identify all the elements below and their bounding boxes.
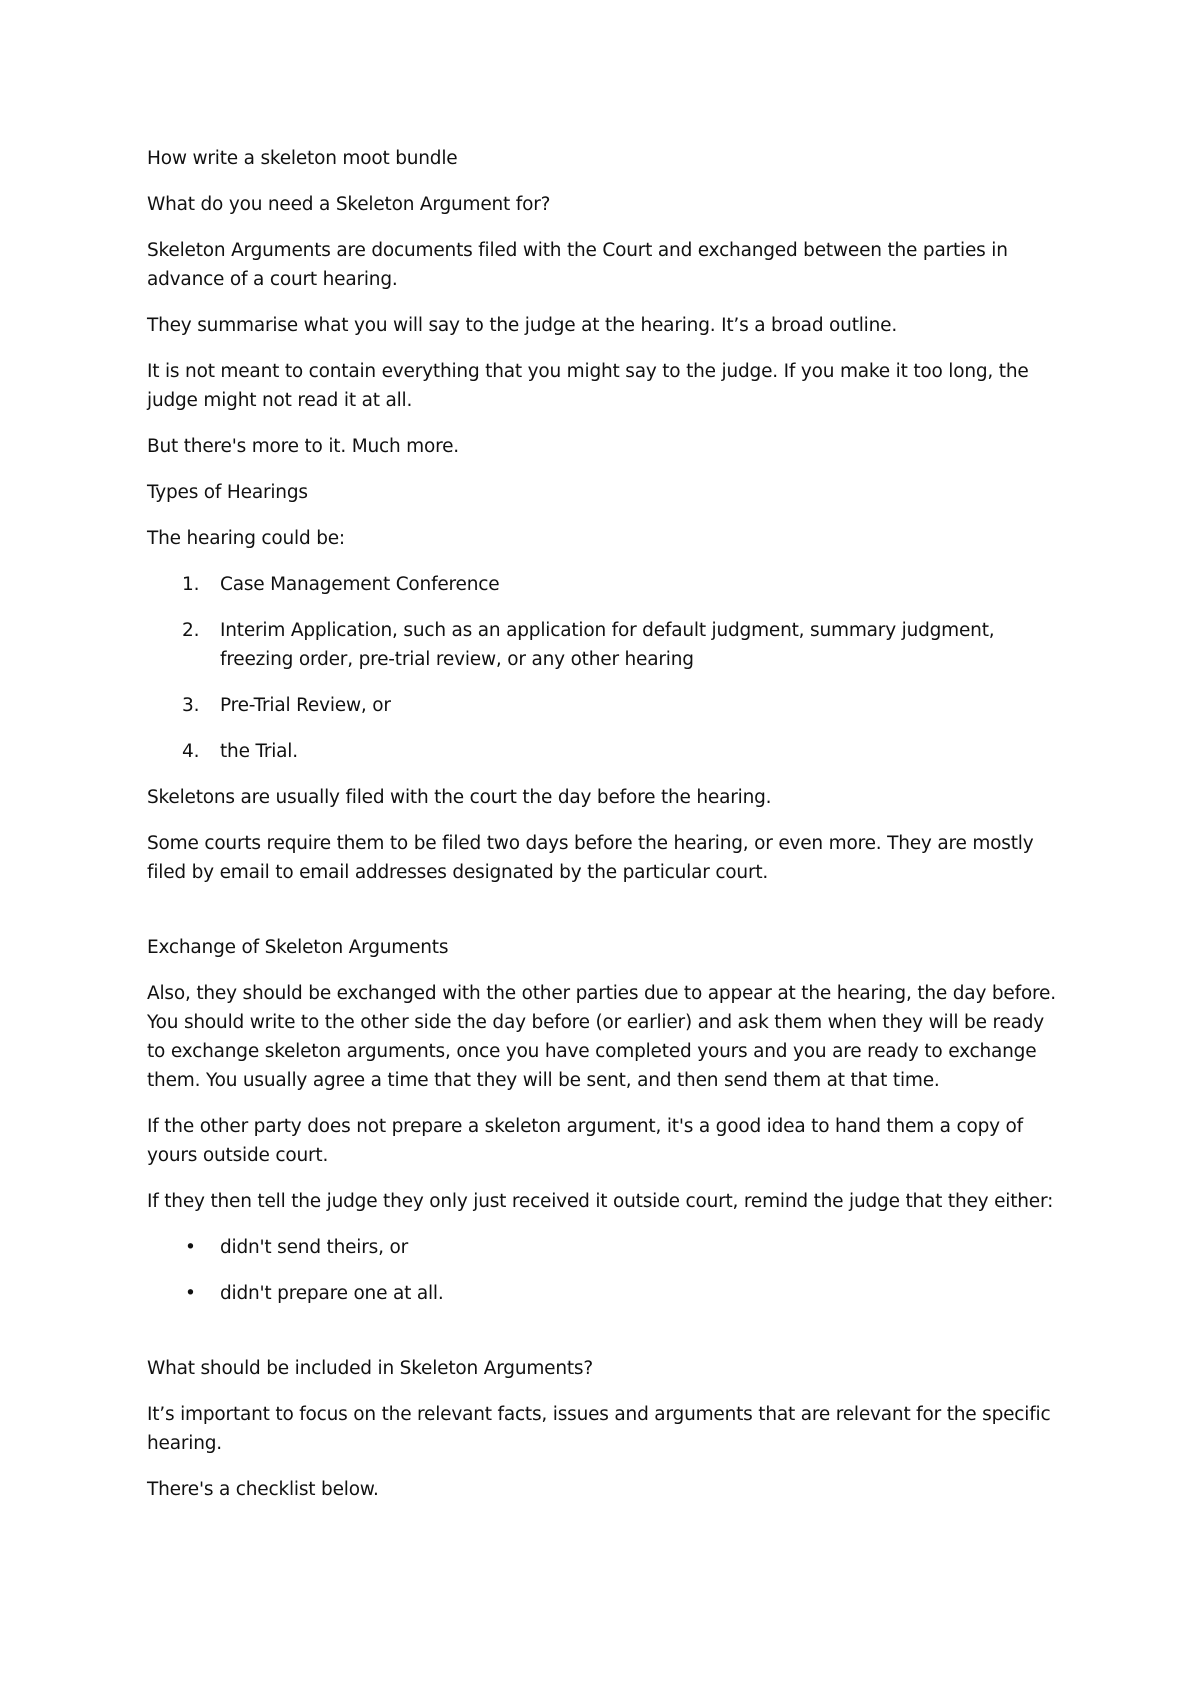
document-page xyxy=(147,144,1057,1521)
list-item-text: didn't send theirs, or xyxy=(220,1237,408,1258)
bullet-icon: • xyxy=(185,1283,196,1304)
list-number: 3. xyxy=(182,695,200,716)
list-item-text: Interim Application, such as an application for default judgment, summary judgment, freezing order, pre-trial review, or any other hearing xyxy=(220,620,995,670)
hearing-types-list xyxy=(147,570,1057,766)
list-item xyxy=(147,1279,1057,1308)
list-item-text: didn't prepare one at all. xyxy=(220,1283,444,1304)
list-number: 4. xyxy=(182,741,200,762)
list-number: 2. xyxy=(182,620,200,641)
question-heading: What do you need a Skeleton Argument for? xyxy=(147,194,551,215)
paragraph: But there's more to it. Much more. xyxy=(147,436,459,457)
paragraph: If the other party does not prepare a skeleton argument, it's a good idea to hand them a copy of yours outside court. xyxy=(147,1116,1023,1166)
paragraph: Skeletons are usually filed with the court the day before the hearing. xyxy=(147,787,772,808)
paragraph: Some courts require them to be filed two days before the hearing, or even more. They are mostly filed by email to email addresses designated by the particular court. xyxy=(147,833,1034,883)
bullet-list xyxy=(147,1233,1057,1308)
list-item-text: Pre-Trial Review, or xyxy=(220,695,391,716)
section-heading-exchange: Exchange of Skeleton Arguments xyxy=(147,937,449,958)
list-item xyxy=(147,1233,1057,1262)
list-item xyxy=(147,691,1057,720)
paragraph: The hearing could be: xyxy=(147,528,345,549)
document-title: How write a skeleton moot bundle xyxy=(147,148,458,169)
paragraph: There's a checklist below. xyxy=(147,1479,379,1500)
list-item xyxy=(147,570,1057,599)
list-number: 1. xyxy=(182,574,200,595)
paragraph: It is not meant to contain everything that you might say to the judge. If you make it too long, the judge might not read it at all. xyxy=(147,361,1029,411)
paragraph: Skeleton Arguments are documents filed with the Court and exchanged between the parties in advance of a court hearing. xyxy=(147,240,1008,290)
paragraph: It’s important to focus on the relevant facts, issues and arguments that are relevant for the specific hearing. xyxy=(147,1404,1051,1454)
section-heading-included: What should be included in Skeleton Arguments? xyxy=(147,1358,593,1379)
list-item-text: Case Management Conference xyxy=(220,574,500,595)
section-heading-types: Types of Hearings xyxy=(147,482,308,503)
paragraph: Also, they should be exchanged with the other parties due to appear at the hearing, the day before. You should write to the other side the day before (or earlier) and ask them when they will be ready to exchange skeleton arguments, once you have completed yours and you are ready to exchange them. You usually agree a time that they will be sent, and then send them at that time. xyxy=(147,983,1056,1091)
bullet-icon: • xyxy=(185,1237,196,1258)
paragraph: They summarise what you will say to the judge at the hearing. It’s a broad outline. xyxy=(147,315,898,336)
list-item xyxy=(147,616,1057,674)
list-item-text: the Trial. xyxy=(220,741,298,762)
list-item xyxy=(147,737,1057,766)
paragraph: If they then tell the judge they only just received it outside court, remind the judge that they either: xyxy=(147,1191,1054,1212)
